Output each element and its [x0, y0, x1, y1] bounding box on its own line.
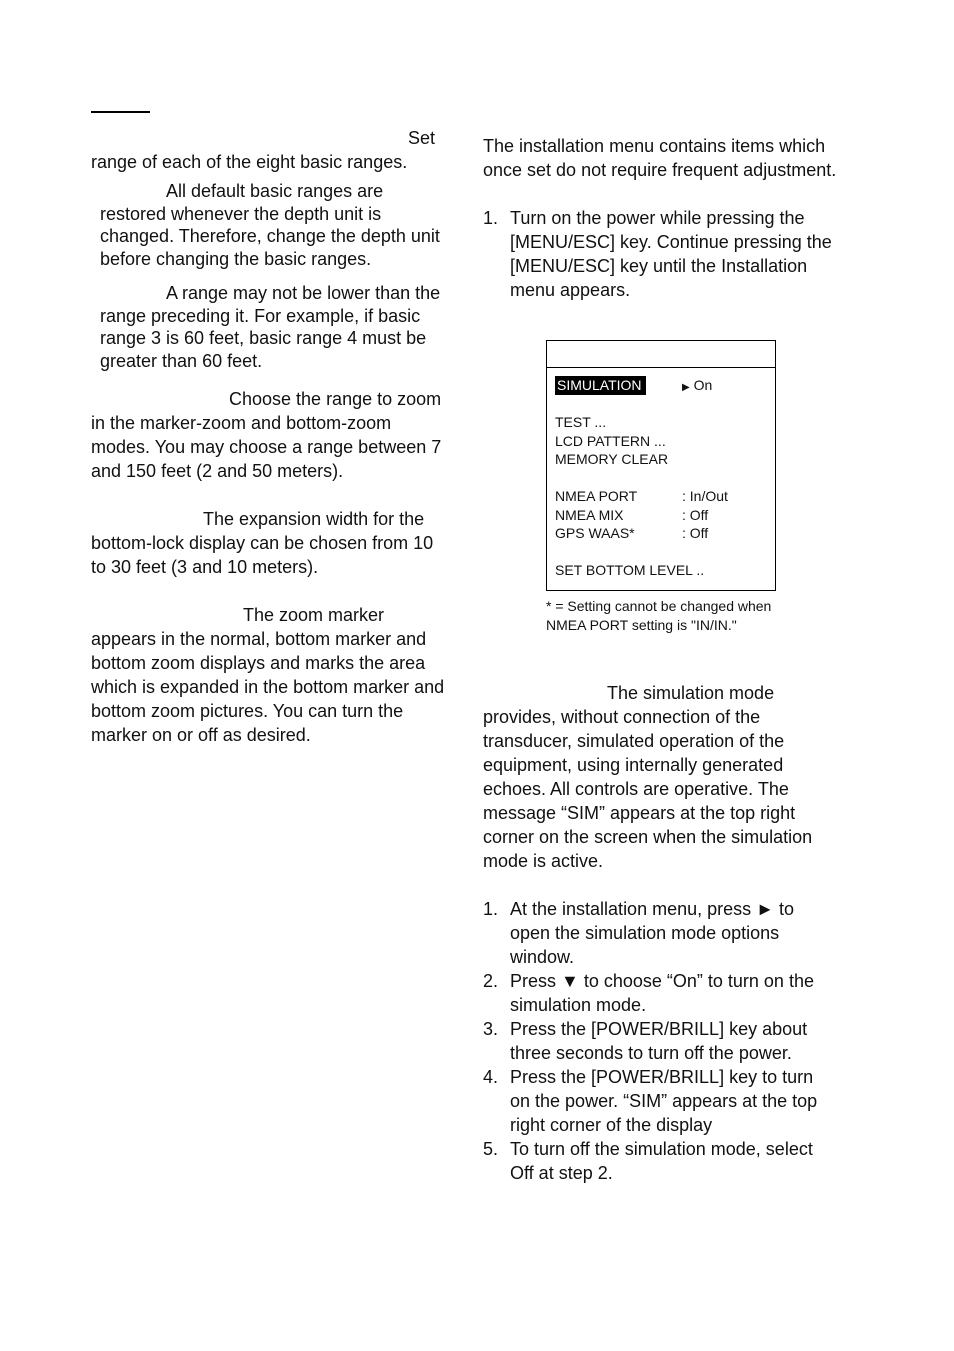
note-depth-unit [100, 180, 452, 270]
installation-menu-figure [546, 340, 776, 591]
menu-footnote: * = Setting cannot be changed when NMEA PORT setting is "IN/IN." [546, 598, 772, 633]
menu-row-nmea-port [555, 487, 775, 506]
step-number: 4. [483, 1067, 499, 1087]
list-item [483, 1065, 838, 1137]
menu-title-bar [547, 341, 775, 368]
step-number: 2. [483, 971, 499, 991]
nmea-port-value: : In/Out [682, 488, 728, 504]
basic-range-text: range of each of the eight basic ranges. [91, 152, 408, 172]
zoom-range-paragraph [91, 387, 451, 483]
step-number: 1. [483, 208, 499, 228]
list-item [483, 1137, 838, 1185]
menu-row-lcd-pattern: LCD PATTERN ... [555, 432, 666, 449]
simulation-text: provides, without connection of the transducer, simulated operation of the equipment, using internally generated echoes. All controls are operative. The message “SIM” appears at the top right corner on the screen when the simulation mode is active. [483, 707, 813, 871]
steps-open-menu [483, 206, 848, 302]
gps-waas-label: GPS WAAS* [555, 525, 635, 541]
zoom-marker-text: appears in the normal, bottom marker and bottom zoom displays and marks the area which is expanded in the bottom marker and bottom zoom pictures. You can turn the marker on or off as desired. [91, 629, 445, 745]
menu-row-set-bottom-level: SET BOTTOM LEVEL .. [555, 562, 705, 578]
simulation-section [483, 681, 838, 1185]
step-text: Press the [POWER/BRILL] key to turn on the power. “SIM” appears at the top right corner of the display [510, 1067, 818, 1135]
zoom-marker-lead: The zoom marker [243, 605, 385, 625]
left-column [91, 126, 451, 747]
list-item [483, 969, 838, 1017]
menu-row-test: TEST ... [555, 414, 607, 430]
section-rule [91, 111, 150, 113]
menu-row-simulation [555, 376, 775, 395]
gps-waas-value: : Off [682, 525, 709, 541]
list-item [483, 897, 838, 969]
zoom-range-lead: Choose the range to zoom [229, 389, 442, 409]
step-number: 3. [483, 1019, 499, 1039]
menu-row-nmea-mix [555, 506, 775, 525]
list-item [483, 1017, 838, 1065]
basic-range-paragraph [91, 126, 451, 174]
step-number: 1. [483, 899, 499, 919]
nmea-port-label: NMEA PORT [555, 488, 638, 504]
note1-lead: All default basic ranges are [166, 181, 384, 201]
bottom-lock-text: bottom-lock display can be chosen from 10 to 30 feet (3 and 10 meters). [91, 533, 434, 577]
installation-intro: The installation menu contains items which once set do not require frequent adjustment. [483, 136, 837, 180]
note-range-order [100, 282, 452, 372]
simulation-label: SIMULATION [555, 376, 646, 395]
steps-simulation [483, 897, 838, 1185]
step-text: To turn off the simulation mode, select Off at step 2. [510, 1139, 813, 1183]
basic-range-lead: Set [407, 128, 435, 148]
nmea-mix-value: : Off [682, 506, 709, 523]
simulation-value: ▶ On [682, 377, 713, 393]
menu-row-memory-clear: MEMORY CLEAR [555, 451, 669, 467]
right-column [483, 134, 848, 302]
note2-text: range preceding it. For example, if basic range 3 is 60 feet, basic range 4 must be greater than 60 feet. [100, 305, 427, 371]
right-arrow-icon: ▶ [682, 382, 690, 393]
simulation-paragraph [483, 681, 838, 873]
bottom-lock-paragraph [91, 507, 451, 579]
zoom-marker-paragraph [91, 603, 451, 747]
list-item [483, 206, 848, 302]
step-text: At the installation menu, press ► to open the simulation mode options window. [510, 899, 794, 967]
step-text: Press the [POWER/BRILL] key about three seconds to turn off the power. [510, 1019, 808, 1063]
step-text: Press ▼ to choose “On” to turn on the simulation mode. [510, 971, 814, 1015]
menu-row-gps-waas [555, 524, 775, 543]
step-number: 5. [483, 1139, 499, 1159]
step-text: Turn on the power while pressing the [MENU/ESC] key. Continue pressing the [MENU/ESC] key until the Installation menu appears. [510, 208, 832, 300]
bottom-lock-lead: The expansion width for the [203, 509, 425, 529]
zoom-range-text: in the marker-zoom and bottom-zoom modes. You may choose a range between 7 and 150 feet (2 and 50 meters). [91, 413, 442, 481]
nmea-mix-label: NMEA MIX [555, 506, 624, 523]
simulation-lead: The simulation mode [607, 683, 775, 703]
note2-lead: A range may not be lower than the [166, 283, 441, 303]
menu-body [547, 368, 775, 580]
note1-text: restored whenever the depth unit is changed. Therefore, change the depth unit before changing the basic ranges. [100, 203, 440, 269]
